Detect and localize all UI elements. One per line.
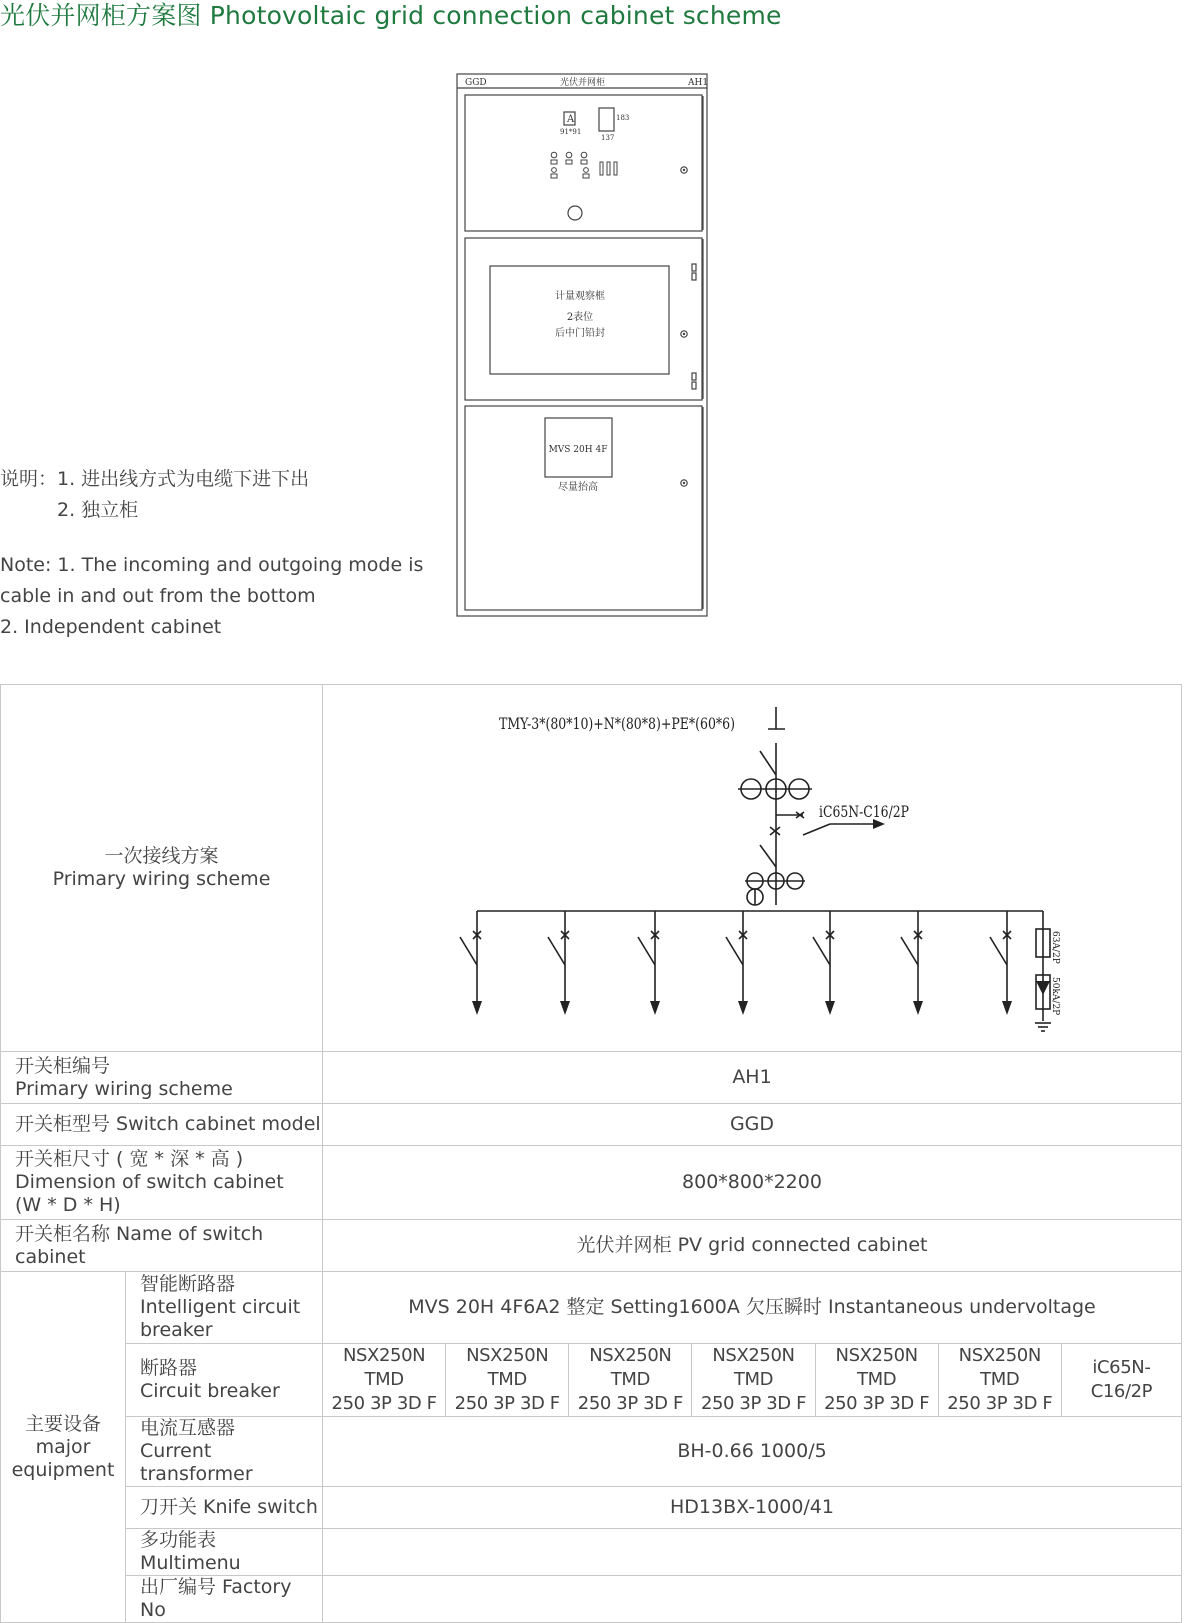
cabinet-model-value: GGD: [323, 1104, 1182, 1146]
cabinet-number-label: AH1: [688, 78, 709, 88]
note-en-line-2: cable in and out from the bottom: [0, 585, 316, 607]
window-text-2: 2表位: [566, 312, 594, 323]
cabinet-name-label-1: 开关柜名称 Name of switch: [15, 1222, 264, 1245]
window-text-1: 计量观察框: [555, 291, 605, 302]
window-text-3: 后中门铅封: [555, 328, 605, 339]
factory-number-label: 出厂编号 Factory No: [126, 1576, 323, 1623]
knife-switch-value: HD13BX-1000/41: [323, 1487, 1182, 1529]
ammeter-symbol: A: [567, 114, 575, 125]
intelligent-breaker-en-1: Intelligent circuit: [140, 1296, 301, 1318]
note-en-line-3: 2. Independent cabinet: [0, 616, 222, 638]
aux-breaker-label: iC65N-C16/2P: [819, 802, 910, 821]
circuit-breaker-value-4: NSX250N TMD 250 3P 3D F: [692, 1344, 815, 1417]
cabinet-number-label-cell: [1, 1052, 323, 1104]
breaker-model-text: MVS 20H 4F: [548, 445, 608, 455]
indicator-lamp: [568, 206, 582, 220]
notes-block: [0, 464, 423, 643]
circuit-breaker-value-6: NSX250N TMD 250 3P 3D F: [938, 1344, 1061, 1417]
cabinet-front-view: [456, 70, 716, 630]
cabinet-dimension-value: 800*800*2200: [323, 1146, 1182, 1220]
cabinet-number-value: AH1: [323, 1052, 1182, 1104]
major-equipment-en-1: major: [35, 1435, 91, 1458]
note-cn-line-2: 2. 独立柜: [57, 499, 139, 521]
wiring-scheme-label: [1, 685, 323, 1052]
multimeter-label: 多功能表 Multimenu: [126, 1529, 323, 1576]
circuit-breaker-value-3: NSX250N TMD 250 3P 3D F: [569, 1344, 692, 1417]
current-transformer-cn: 电流互感器: [140, 1417, 236, 1439]
current-transformer-value: BH-0.66 1000/5: [323, 1417, 1182, 1487]
meter-size-side: 183: [616, 114, 630, 122]
intelligent-breaker-label: [126, 1272, 323, 1344]
cabinet-name-value: 光伏并网柜 PV grid connected cabinet: [323, 1220, 1182, 1272]
circuit-breaker-value-7: iC65N-C16/2P: [1061, 1344, 1181, 1417]
spd-fuse-label: 63A/2P: [1050, 931, 1060, 964]
dimension-label-cn: 开关柜尺寸 ( 宽 * 深 * 高 ): [15, 1148, 244, 1170]
cabinet-dimension-label: [1, 1146, 323, 1220]
current-transformer-en: Current transformer: [140, 1440, 253, 1485]
spd-rating-label: 50kA/2P: [1050, 977, 1060, 1016]
circuit-breaker-en: Circuit breaker: [140, 1380, 280, 1402]
breaker-note-text: 尽量抬高: [558, 482, 598, 493]
major-equipment-en-2: equipment: [11, 1458, 115, 1481]
intelligent-breaker-cn: 智能断路器: [140, 1273, 236, 1295]
circuit-breaker-value-2: NSX250N TMD 250 3P 3D F: [446, 1344, 569, 1417]
cabinet-number-cn: 开关柜编号: [15, 1054, 111, 1077]
cabinet-top-panel: [465, 95, 702, 231]
knife-switch-label: 刀开关 Knife switch: [126, 1487, 323, 1529]
dimension-label-en: Dimension of switch cabinet: [15, 1171, 284, 1193]
current-transformer-label: [126, 1417, 323, 1487]
ammeter-size: 91*91: [560, 128, 582, 136]
intelligent-breaker-value: MVS 20H 4F6A2 整定 Setting1600A 欠压瞬时 Instantaneous undervoltage: [323, 1272, 1182, 1344]
page-title: 光伏并网柜方案图 Photovoltaic grid connection cabinet scheme: [0, 1, 782, 30]
wiring-scheme-label-en: Primary wiring scheme: [52, 868, 271, 890]
cabinet-number-en: Primary wiring scheme: [15, 1077, 233, 1100]
note-en-line-1: Note: 1. The incoming and outgoing mode is: [0, 554, 424, 576]
circuit-breaker-cn: 断路器: [140, 1357, 198, 1379]
meter-size-bottom: 137: [601, 134, 615, 142]
cabinet-model-label: 开关柜型号 Switch cabinet model: [1, 1104, 323, 1146]
major-equipment-cn: 主要设备: [24, 1412, 101, 1435]
multimeter-value: [323, 1529, 1182, 1576]
single-line-diagram: [323, 685, 1181, 1051]
wiring-scheme-label-cn: 一次接线方案: [104, 845, 219, 867]
cabinet-name-label-cell: [1, 1220, 323, 1272]
busbar-label: TMY-3*(80*10)+N*(80*8)+PE*(60*6): [499, 714, 735, 733]
major-equipment-label: [1, 1272, 126, 1623]
cabinet-name-label-2: cabinet: [15, 1245, 86, 1268]
circuit-breaker-value-1: NSX250N TMD 250 3P 3D F: [323, 1344, 446, 1417]
factory-number-value: [323, 1576, 1182, 1623]
meter-box: [599, 108, 614, 131]
circuit-breaker-label: [126, 1344, 323, 1417]
cabinet-bottom-panel: [465, 406, 702, 610]
cabinet-name-label: 光伏并网柜: [560, 78, 606, 88]
circuit-breaker-value-5: NSX250N TMD 250 3P 3D F: [815, 1344, 938, 1417]
dimension-label-en2: (W * D * H): [15, 1194, 121, 1216]
spec-table: [0, 684, 1182, 1623]
note-cn-line-1: 说明：1. 进出线方式为电缆下进下出: [0, 468, 310, 490]
cabinet-type-label: GGD: [465, 78, 487, 88]
intelligent-breaker-en-2: breaker: [140, 1319, 213, 1341]
wiring-diagram-cell: [323, 685, 1182, 1052]
